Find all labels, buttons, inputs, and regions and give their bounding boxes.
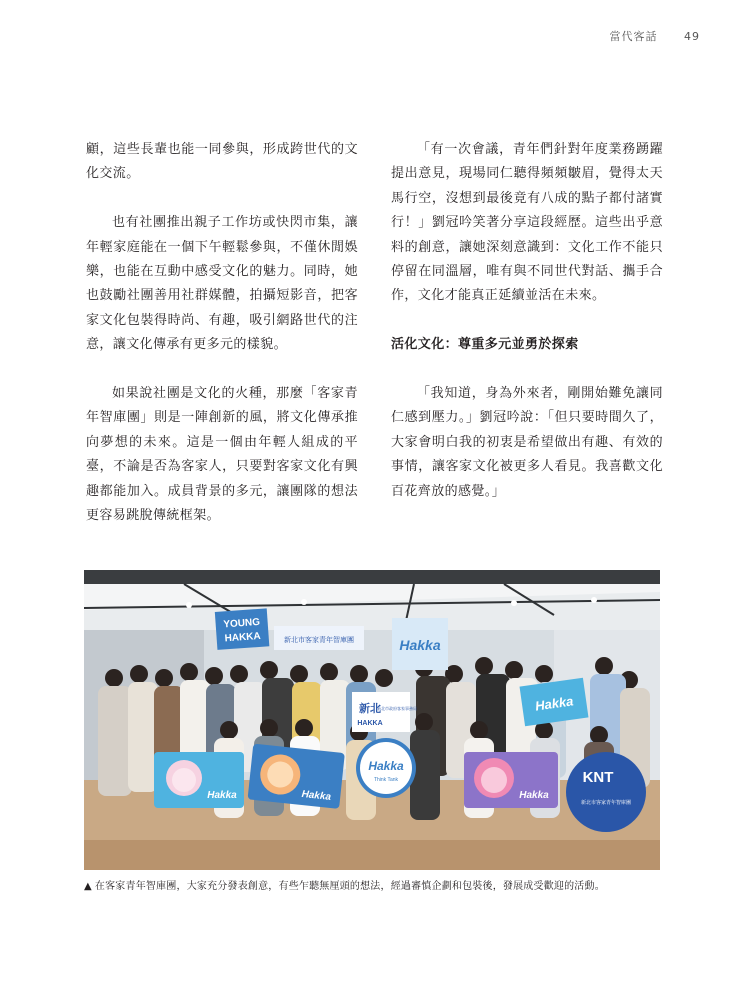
svg-text:Hakka: Hakka [207, 790, 237, 801]
left-column [86, 138, 358, 553]
caption-text: 在客家青年智庫團，大家充分發表創意，有些乍聽無厘頭的想法，經過審慎企劃和包裝後，發展成受歡迎的活動。 [94, 881, 605, 892]
svg-text:Hakka: Hakka [301, 788, 332, 803]
magazine-title: 當代客話 [609, 30, 658, 43]
knt-logo-text: KNT [582, 769, 614, 786]
sign-hakka-think-tank: Hakka [399, 637, 441, 653]
right-paragraph-2: 「我知道，身為外來者，剛開始難免讓同仁感到壓力。」劉冠吟說：「但只要時間久了，大家會明白我的初衷是希望做出有趣、有效的事情，讓客家文化被更多人看見。我喜歡文化百花齊放的感覺。」 [391, 386, 663, 499]
page-number: 49 [684, 30, 700, 43]
left-paragraph-2: 也有社團推出親子工作坊或快閃市集，讓年輕家庭能在一個下午輕鬆參與，不僅休閒娛樂，也能在互動中感受文化的魅力。同時，她也鼓勵社團善用社群媒體，拍攝短影音，把客家文化包裝得時尚、有趣，吸引網路世代的注意，讓文化傳承有更多元的樣貌。 [86, 215, 358, 353]
knt-sign-text: 新北市客家青年智庫團 [580, 800, 632, 806]
page-header [610, 28, 701, 44]
sign-young-line2: HAKKA [224, 630, 262, 645]
round-sign-text: Hakka [368, 759, 404, 773]
left-paragraph-1: 顧，這些長輩也能一同參與，形成跨世代的文化交流。 [86, 142, 358, 182]
sign-xinbei: 新北 [359, 702, 381, 715]
left-paragraph-3: 如果說社團是文化的火種，那麼「客家青年智庫團」則是一陣創新的風，將文化傳承推向夢想的未來。這是一個由年輕人組成的平臺，不論是否為客家人，只要對客家文化有興趣都能加入。成員背景的多元，讓團隊的想法更容易跳脫傳統框架。 [86, 386, 358, 524]
sign-young-line1: YOUNG [223, 616, 261, 631]
sign-banner-text: 新北市客家青年智庫團 [284, 636, 354, 644]
sign-xinbei-small: 新北市政府客家事務局 [377, 706, 417, 711]
group-photo [84, 570, 660, 870]
group-photo-illustration [84, 570, 660, 870]
right-column [391, 138, 663, 528]
svg-text:Hakka: Hakka [519, 790, 549, 801]
section-heading: 活化文化：尊重多元並勇於探索 [391, 337, 579, 353]
sign-xinbei-sub: HAKKA [357, 720, 383, 727]
svg-text:Hakka: Hakka [534, 693, 575, 714]
right-paragraph-1: 「有一次會議，青年們針對年度業務踴躍提出意見，現場同仁聽得頻頻皺眉，覺得太天馬行空，沒想到最後竟有八成的點子都付諸實行！」劉冠吟笑著分享這段經歷。這些出乎意料的創意，讓她深刻意識到：文化工作不能只停留在同溫層，唯有與不同世代對話、攜手合作，文化才能真正延續並活在未來。 [391, 142, 663, 304]
photo-caption [84, 877, 684, 892]
triangle-icon: ▲ [84, 881, 92, 892]
round-sign-sub: Think Tank [373, 777, 399, 783]
